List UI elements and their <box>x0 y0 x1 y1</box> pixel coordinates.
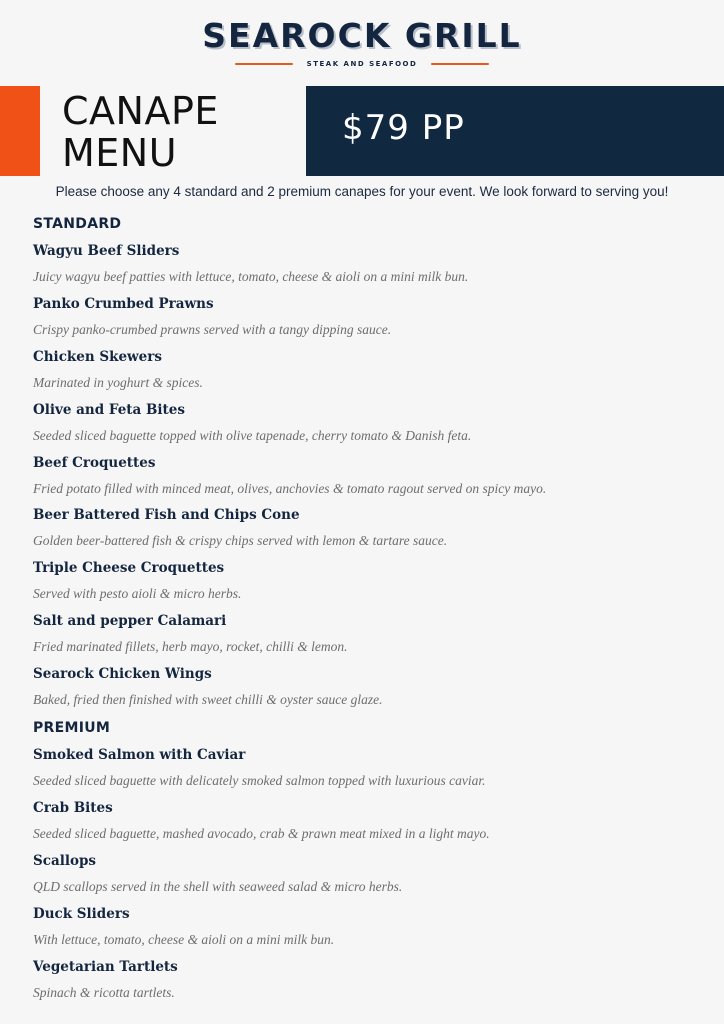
item-name: Crab Bites <box>33 799 113 816</box>
item-description: Crispy panko-crumbed prawns served with a tangy dipping sauce. <box>33 321 392 337</box>
tagline-divider-left <box>235 63 293 65</box>
menu-item <box>33 742 693 795</box>
brand-tagline: STEAK AND SEAFOOD <box>306 60 418 68</box>
item-description: Served with pesto aioli & micro herbs. <box>33 586 242 602</box>
item-name: Wagyu Beef Sliders <box>33 243 180 259</box>
item-description: QLD scallops served in the shell with seaweed salad & micro herbs. <box>33 878 403 894</box>
item-description: Fried marinated fillets, herb mayo, rocket, chilli & lemon. <box>33 639 348 655</box>
item-description: Juicy wagyu beef patties with lettuce, tomato, cheese & aioli on a mini milk bun. <box>33 269 469 284</box>
menu-item <box>33 291 693 344</box>
item-description: Marinated in yoghurt & spices. <box>33 374 203 390</box>
item-description: Seeded sliced baguette, mashed avocado, crab & prawn meat mixed in a light mayo. <box>33 825 490 841</box>
item-description: With lettuce, tomato, cheese & aioli on a mini milk bun. <box>33 931 335 947</box>
tagline-divider-right <box>431 63 489 65</box>
item-description: Baked, fried then finished with sweet chilli & oyster sauce glaze. <box>33 692 383 708</box>
item-name: Searock Chicken Wings <box>33 666 212 683</box>
standard-items-list <box>33 238 693 714</box>
section-heading-premium: PREMIUM <box>33 720 111 737</box>
brand-name: SEAROCK GRILL <box>202 16 522 55</box>
item-description: Seeded sliced baguette topped with olive tapenade, cherry tomato & Danish feta. <box>33 427 472 443</box>
menu-body <box>33 212 693 1006</box>
page-title: CANAPE MENU <box>62 89 219 175</box>
intro-text: Please choose any 4 standard and 2 premium canapes for your event. We look forward to serving you! <box>55 184 669 199</box>
item-description: Golden beer-battered fish & crispy chips served with lemon & tartare sauce. <box>33 533 448 549</box>
menu-item <box>33 661 693 714</box>
menu-item <box>33 795 693 848</box>
item-name: Chicken Skewers <box>33 348 162 365</box>
menu-item <box>33 450 693 503</box>
item-name: Olive and Feta Bites <box>33 401 185 418</box>
item-description: Seeded sliced baguette with delicately smoked salmon topped with luxurious caviar. <box>33 773 486 789</box>
menu-item <box>33 344 693 397</box>
section-heading-standard: STANDARD <box>33 216 122 232</box>
item-name: Vegetarian Tartlets <box>33 958 178 975</box>
item-name: Smoked Salmon with Caviar <box>33 747 246 764</box>
item-name: Beef Croquettes <box>33 454 156 471</box>
price-panel <box>306 86 724 176</box>
menu-item <box>33 901 693 954</box>
standard-section <box>33 212 693 714</box>
item-name: Beer Battered Fish and Chips Cone <box>33 507 300 524</box>
item-description: Fried potato filled with minced meat, olives, anchovies & tomato ragout served on spicy mayo. <box>33 480 547 496</box>
menu-item <box>33 502 693 555</box>
menu-item <box>33 397 693 450</box>
menu-item <box>33 608 693 661</box>
menu-item <box>33 555 693 608</box>
item-name: Salt and pepper Calamari <box>33 613 227 630</box>
logo <box>0 14 724 68</box>
item-description: Spinach & ricotta tartlets. <box>33 984 175 1000</box>
item-name: Scallops <box>33 852 97 869</box>
menu-item <box>33 954 693 1007</box>
price-label: $79 PP <box>342 108 465 148</box>
premium-items-list <box>33 742 693 1006</box>
item-name: Duck Sliders <box>33 905 130 922</box>
brand-tagline-row <box>0 60 724 68</box>
accent-bar <box>0 86 40 176</box>
premium-section <box>33 716 693 1006</box>
item-name: Triple Cheese Croquettes <box>33 560 225 577</box>
item-name: Panko Crumbed Prawns <box>33 295 214 312</box>
menu-item <box>33 848 693 901</box>
menu-item <box>33 238 693 291</box>
